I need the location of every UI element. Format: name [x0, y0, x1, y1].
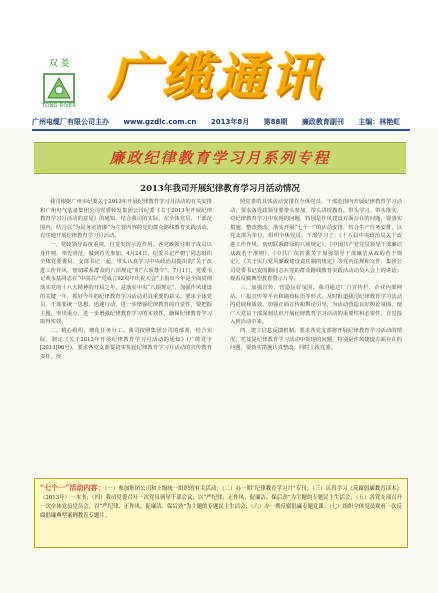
- issue-number: 第88期: [263, 118, 288, 126]
- masthead-divider: [32, 129, 410, 131]
- issue-date: 2013年8月: [210, 118, 250, 126]
- paragraph: 四、建立信息反馈机制。要求各党支部将开展纪律教育学习活动的情况，尤其是纪律教育学习活动中发现的问题，特别是作风建设方面存在的问题，要落实措施认真整改，同时上报党委。: [230, 327, 402, 352]
- issue-category: 廉政教育副刊: [301, 118, 344, 126]
- article-column-right: [230, 198, 402, 456]
- activity-lead: “七个一”活动内容：: [40, 483, 105, 492]
- paragraph: 二、精心组织，细化任务分工。我司按照集团公司的部署，结合实际，制定《关于2013年开展纪律教育学习月活动的通知》(广缆党字[2013]06号)，要求各党支部要切实负起纪律教育学习月活动的宣传教育责任，按: [40, 327, 212, 360]
- article-title: 2013年我司开展纪律教育学习月活动情况: [140, 184, 300, 194]
- activity-text: [40, 483, 402, 543]
- article-column-left: [40, 198, 212, 456]
- section-banner: [34, 142, 406, 174]
- activity-body: （一）参加集团公司和上级统一组织的有关活动；（二）办一期“纪律教育学习月”专刊；（三）认真学习《反腐倡廉教育读本》（2013年）一本书；（四）我司党委召开一次党员领导干部会议，以“严纪律、正作风、促廉洁、保后劲”为主题的专题民主生活会；（五）各党支部召开一次全体党员党员会，以“严纪律、正作风、促廉洁、保后劲”为主题的专题民主生活会；（六）办一期反腐倡廉专题党课；（七）组织全体党员观看一次反腐倡廉典型案例教育专题片。: [40, 486, 402, 519]
- masthead-info-bar: [32, 117, 410, 128]
- editor-text: 主编：林艳虹: [358, 118, 401, 126]
- paragraph: 三、加强宣传，营造良好氛围。我司通过厂门宣传栏、企业内部网站、厂报宣传等平台和墙布标语等形式，及时报道我司纪律教育学习活动的进展和成效，加强正面宣传和舆论引导，为活动营造良好舆论氛围，使广大党员干部深刻认识开展纪律教育学习活动的重要性和必要性，自觉投入到活动中来。: [230, 284, 402, 326]
- logo-top-text: 双 菱: [48, 59, 70, 69]
- sponsor-text: 广州电缆厂有限公司主办: [32, 118, 109, 126]
- masthead: [0, 0, 438, 128]
- logo-bottom-text: TONG RIVER: [41, 103, 77, 109]
- website-link[interactable]: www.gzdlc.com.cn: [123, 118, 197, 126]
- paragraph: 我司根据广州市纪委关于2013年开展纪律教育学习月活动的有关安排和广州电气装备集团公司党委转发集团公司纪委《关于2013年开展纪律教育学习月活动的意见》的通知，结合我司的实际，在全体党员、干部范围内，结合以“为民务实清廉”为主要内容的党的群众路线教育实践活动，有序地开展纪律教育学习月活动。: [40, 199, 212, 240]
- paragraph: 照党委的具体活动安排在全体党员、干部范围内开展纪律教育学习活动，要求各党政领导要带头参加，带头讲授教育。带头学习、带头落实，对纪律教育学习中发现的问题，特别是作风建设方面存在的问题，要落实措施，整改整改；落实开展“七个一”的活动安排，结合生产任务安排，以党支部为单位，组织全体党员、干部学习了：《十八届中央政治局关于改进工作作风、密切联系群众的八项规定》、《中国共产党党员领导干部廉洁从政若干准则》、《中共广东省委关于加强领导干部廉洁从政的若干规定》，《关于实行党风廉政建设责任制的规定》等党内法规和文件；集团公司党委书记麦国顺同志在党的群众路线教育实践活动动员大会上的讲话；观看反腐典型教育警示片等。: [230, 199, 402, 283]
- banner-text: 廉政纪律教育学习月系列专程: [109, 149, 331, 167]
- paragraph: 一、党政领导高度重视，自觉发挥示范作用。各党政领导班子成员以身作则、率先垂范，做到首先参加。4月24日，纪委书记严朝宁同志组织全体党委委员、支部书记一起，带头认真学习中央政治局提出的“关于改进工作作风、密切联系群众的八项规定”和“六项禁令”。7月1日，党委书记黄永基同志在“中国共产党成立92周年庆祝大会”上指出今年是全面贯彻落实党的十八大精神的开局之年，是落实中央“八项规定”、加强作风建设的关键一年，抓好今年的纪律教育学习活动更具重要的意义。要求全体党员、干部要统一思想、迅速行动，进一步增强纪律教育的自觉性，要把握主题，突出重点，进一步增强纪律教育学习的实效性，确保纪律教育学习取得实效。: [40, 241, 212, 326]
- newsletter-title: 广缆通讯: [108, 47, 324, 106]
